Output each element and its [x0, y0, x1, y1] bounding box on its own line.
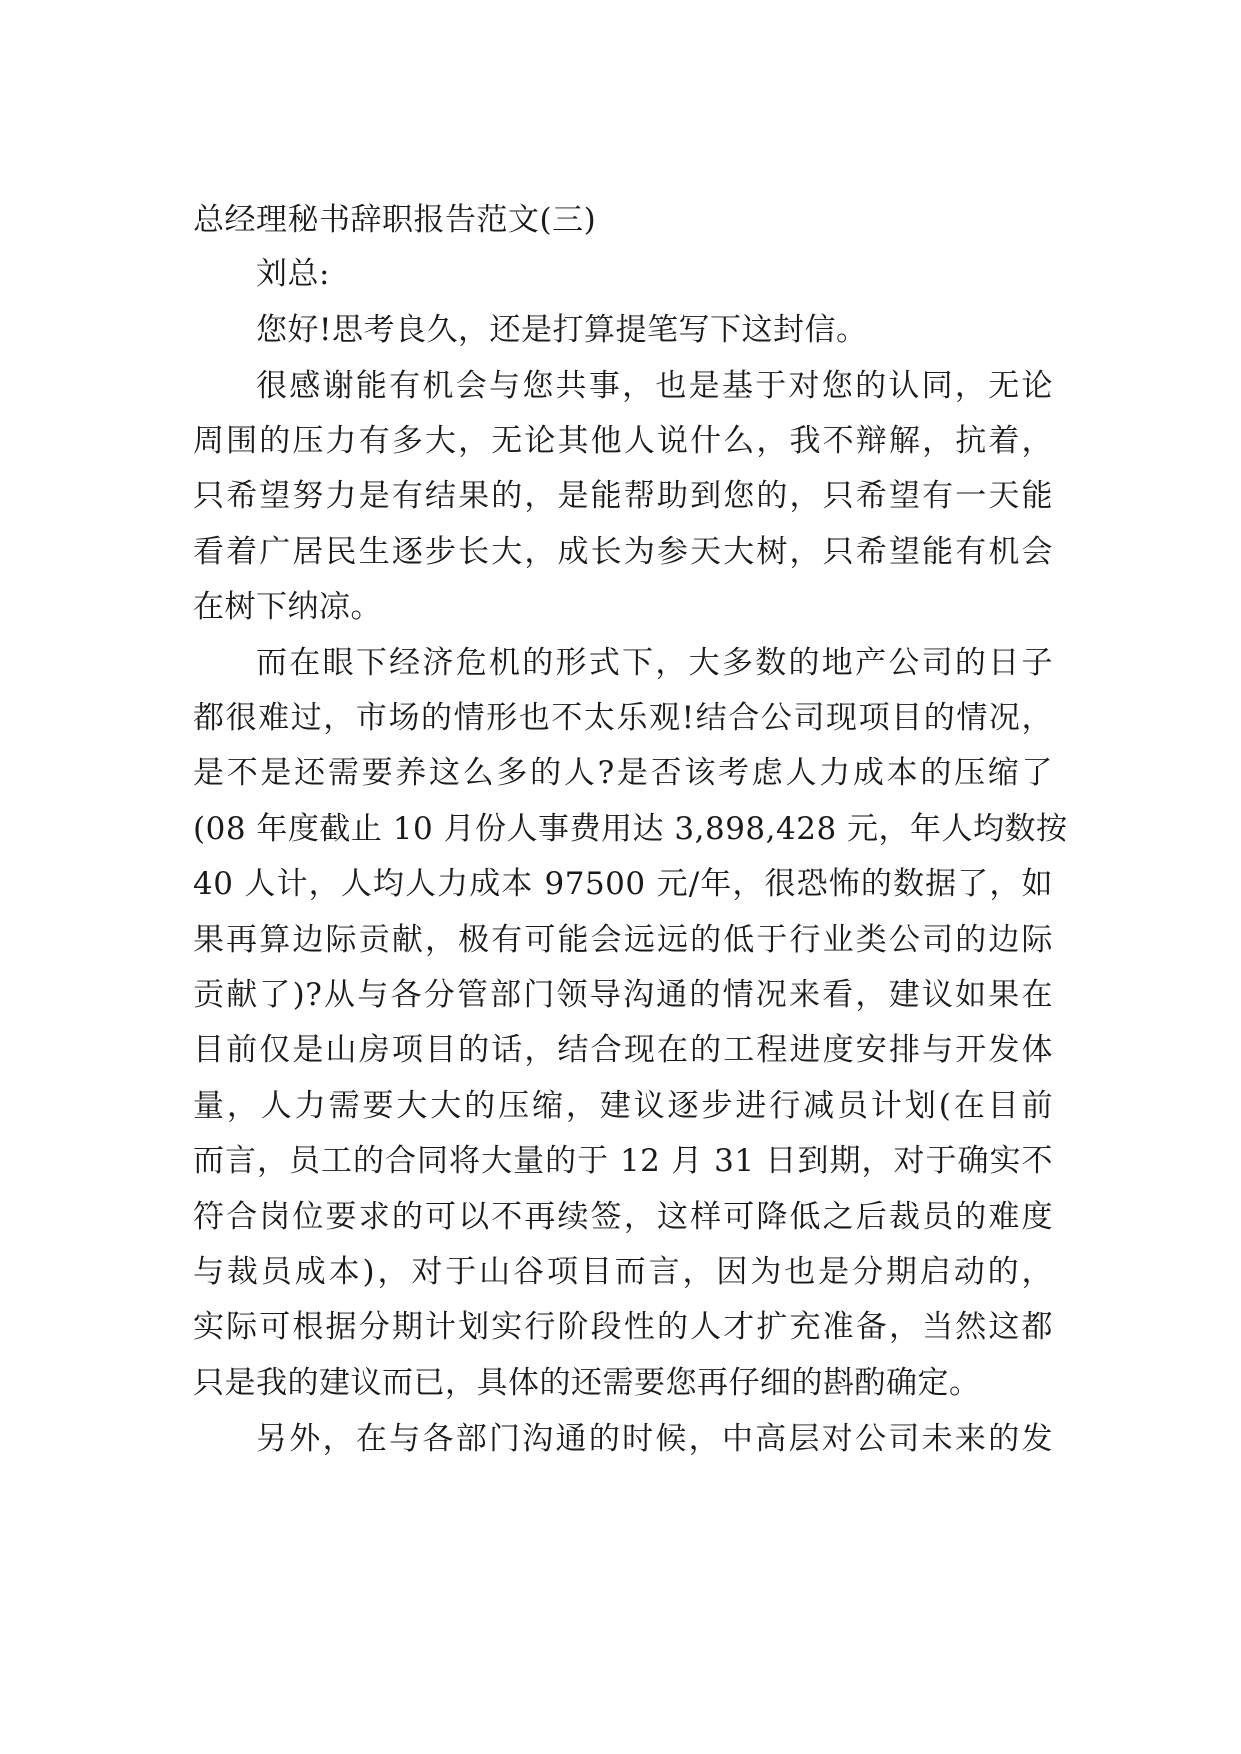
paragraph-line: (08 年度截止 10 月份人事费用达 3,898,428 元，年人均数按: [193, 811, 1068, 847]
paragraph-line: 而言，员工的合同将大量的于 12 月 31 日到期，对于确实不: [193, 1143, 1053, 1179]
paragraph-line: 是不是还需要养这么多的人?是否该考虑人力成本的压缩了: [193, 755, 1053, 791]
paragraph-line: 只是我的建议而已，具体的还需要您再仔细的斟酌确定。: [193, 1365, 981, 1401]
paragraph-line: 您好!思考良久，还是打算提笔写下这封信。: [256, 312, 868, 348]
paragraph-line: 只希望努力是有结果的，是能帮助到您的，只希望有一天能: [193, 478, 1053, 514]
paragraph-line: 与裁员成本)，对于山谷项目而言，因为也是分期启动的，: [193, 1254, 1053, 1290]
paragraph-line: 果再算边际贡献，极有可能会远远的低于行业类公司的边际: [193, 922, 1053, 958]
paragraph-line: 量，人力需要大大的压缩，建议逐步进行减员计划(在目前: [193, 1088, 1053, 1124]
paragraph-line: 目前仅是山房项目的话，结合现在的工程进度安排与开发体: [193, 1032, 1053, 1068]
paragraph-line: 贡献了)?从与各分管部门领导沟通的情况来看，建议如果在: [193, 977, 1053, 1013]
paragraph-line: 很感谢能有机会与您共事，也是基于对您的认同，无论: [256, 368, 1053, 404]
paragraph-line: 符合岗位要求的可以不再续签，这样可降低之后裁员的难度: [193, 1199, 1053, 1235]
paragraph-line: 实际可根据分期计划实行阶段性的人才扩充准备，当然这都: [193, 1309, 1053, 1345]
paragraph-line: 看着广居民生逐步长大，成长为参天大树，只希望能有机会: [193, 534, 1053, 570]
paragraph-line: 都很难过，市场的情形也不太乐观!结合公司现项目的情况，: [193, 700, 1053, 736]
paragraph-line: 另外，在与各部门沟通的时候，中高层对公司未来的发: [256, 1421, 1053, 1457]
document-title: 总经理秘书辞职报告范文(三): [193, 202, 597, 238]
paragraph-line: 周围的压力有多大，无论其他人说什么，我不辩解，抗着，: [193, 423, 1053, 459]
paragraph-line: 40 人计，人均人力成本 97500 元/年，很恐怖的数据了，如: [193, 866, 1053, 902]
paragraph-line: 而在眼下经济危机的形式下，大多数的地产公司的日子: [256, 645, 1053, 681]
paragraph-line: 在树下纳凉。: [193, 589, 382, 625]
salutation: 刘总:: [256, 256, 330, 292]
